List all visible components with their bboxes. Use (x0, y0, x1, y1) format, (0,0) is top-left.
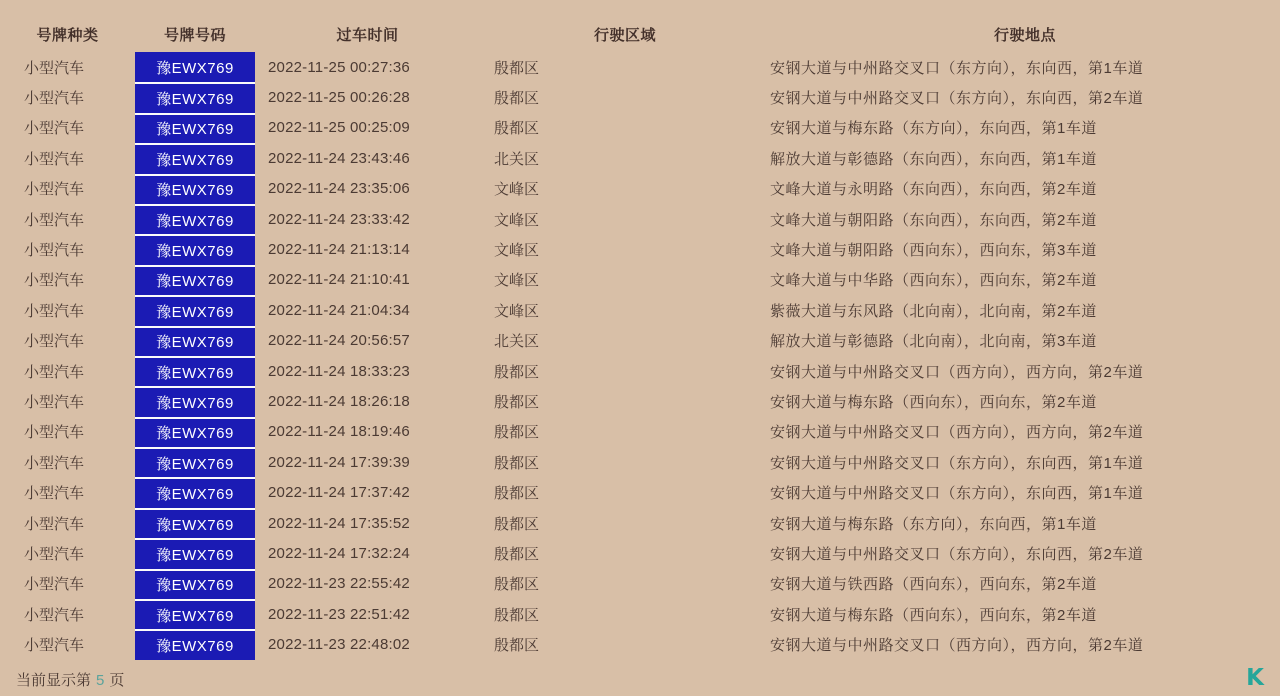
pass-time-cell: 2022-11-23 22:55:42 (268, 575, 410, 593)
driving-location-cell: 安钢大道与中州路交叉口（东方向），东向西，第1车道 (770, 485, 1144, 503)
pass-time-cell: 2022-11-25 00:25:09 (268, 119, 410, 137)
plate-type-cell: 小型汽车 (24, 211, 85, 229)
driving-location-cell: 安钢大道与梅东路（西向东），西向东，第2车道 (770, 606, 1097, 624)
plate-type-cell: 小型汽车 (24, 637, 85, 655)
table-row (0, 326, 1280, 356)
plate-type-cell: 小型汽车 (24, 120, 85, 138)
pass-time-cell: 2022-11-24 17:39:39 (268, 453, 410, 471)
pass-time-cell: 2022-11-25 00:27:36 (268, 58, 410, 76)
plate-number-badge[interactable]: 豫EWX769 (135, 82, 255, 112)
driving-location-cell: 安钢大道与铁西路（西向东），西向东，第2车道 (770, 576, 1097, 594)
driving-location-cell: 解放大道与彰德路（北向南），北向南，第3车道 (770, 333, 1097, 351)
table-row (0, 113, 1280, 143)
plate-number-badge[interactable]: 豫EWX769 (135, 508, 255, 538)
table-row (0, 204, 1280, 234)
driving-area-cell: 文峰区 (494, 302, 540, 320)
driving-area-cell: 北关区 (494, 333, 540, 351)
driving-area-cell: 殷都区 (494, 363, 540, 381)
driving-location-cell: 安钢大道与中州路交叉口（西方向），西方向，第2车道 (770, 637, 1144, 655)
plate-number-badge[interactable]: 豫EWX769 (135, 143, 255, 173)
pass-time-cell: 2022-11-24 23:43:46 (268, 149, 410, 167)
pass-time-cell: 2022-11-24 17:37:42 (268, 484, 410, 502)
plate-type-cell: 小型汽车 (24, 515, 85, 533)
plate-number-badge[interactable]: 豫EWX769 (135, 477, 255, 507)
plate-type-cell: 小型汽车 (24, 150, 85, 168)
table-row (0, 599, 1280, 629)
driving-location-cell: 安钢大道与中州路交叉口（东方向），东向西，第2车道 (770, 90, 1144, 108)
table-row (0, 417, 1280, 447)
plate-type-cell: 小型汽车 (24, 576, 85, 594)
driving-location-cell: 解放大道与彰德路（东向西），东向西，第1车道 (770, 150, 1097, 168)
current-page-number: 5 (96, 671, 105, 689)
driving-area-cell: 文峰区 (494, 181, 540, 199)
plate-number-badge[interactable]: 豫EWX769 (135, 356, 255, 386)
plate-number-badge[interactable]: 豫EWX769 (135, 174, 255, 204)
driving-location-cell: 安钢大道与中州路交叉口（东方向），东向西，第2车道 (770, 545, 1144, 563)
driving-area-cell: 殷都区 (494, 606, 540, 624)
pagination-suffix-label: 页 (109, 671, 125, 689)
pass-time-cell: 2022-11-24 17:35:52 (268, 514, 410, 532)
driving-area-cell: 殷都区 (494, 576, 540, 594)
pass-time-cell: 2022-11-24 18:33:23 (268, 362, 410, 380)
table-row (0, 508, 1280, 538)
pass-time-cell: 2022-11-23 22:48:02 (268, 636, 410, 654)
plate-number-badge[interactable]: 豫EWX769 (135, 234, 255, 264)
plate-type-cell: 小型汽车 (24, 363, 85, 381)
col-header-driving-area: 行驶区域 (593, 26, 656, 44)
pass-time-cell: 2022-11-24 21:10:41 (268, 271, 410, 289)
plate-number-badge[interactable]: 豫EWX769 (135, 417, 255, 447)
table-row (0, 356, 1280, 386)
plate-type-cell: 小型汽车 (24, 242, 85, 260)
pass-time-cell: 2022-11-25 00:26:28 (268, 89, 410, 107)
table-body (0, 52, 1280, 660)
driving-area-cell: 殷都区 (494, 637, 540, 655)
pass-time-cell: 2022-11-24 21:04:34 (268, 301, 410, 319)
plate-number-badge[interactable]: 豫EWX769 (135, 538, 255, 568)
driving-area-cell: 殷都区 (494, 90, 540, 108)
table-row (0, 265, 1280, 295)
table-row (0, 143, 1280, 173)
driving-location-cell: 安钢大道与中州路交叉口（西方向），西方向，第2车道 (770, 424, 1144, 442)
pass-time-cell: 2022-11-24 21:13:14 (268, 241, 410, 259)
driving-area-cell: 殷都区 (494, 393, 540, 411)
driving-location-cell: 安钢大道与中州路交叉口（东方向），东向西，第1车道 (770, 454, 1144, 472)
driving-area-cell: 殷都区 (494, 424, 540, 442)
plate-number-badge[interactable]: 豫EWX769 (135, 204, 255, 234)
driving-location-cell: 安钢大道与中州路交叉口（东方向），东向西，第1车道 (770, 59, 1144, 77)
driving-location-cell: 文峰大道与朝阳路（西向东），西向东，第3车道 (770, 242, 1097, 260)
plate-type-cell: 小型汽车 (24, 333, 85, 351)
pagination-status (0, 669, 1280, 690)
driving-location-cell: 文峰大道与永明路（东向西），东向西，第2车道 (770, 181, 1097, 199)
watermark-k-logo: K (1246, 665, 1264, 691)
plate-number-badge[interactable]: 豫EWX769 (135, 629, 255, 659)
plate-number-badge[interactable]: 豫EWX769 (135, 52, 255, 82)
driving-location-cell: 安钢大道与梅东路（西向东），西向东，第2车道 (770, 393, 1097, 411)
driving-area-cell: 殷都区 (494, 485, 540, 503)
plate-number-badge[interactable]: 豫EWX769 (135, 386, 255, 416)
table-row (0, 569, 1280, 599)
table-row (0, 82, 1280, 112)
plate-type-cell: 小型汽车 (24, 59, 85, 77)
driving-area-cell: 北关区 (494, 150, 540, 168)
plate-number-badge[interactable]: 豫EWX769 (135, 326, 255, 356)
driving-area-cell: 殷都区 (494, 454, 540, 472)
plate-number-badge[interactable]: 豫EWX769 (135, 295, 255, 325)
plate-type-cell: 小型汽车 (24, 272, 85, 290)
plate-type-cell: 小型汽车 (24, 545, 85, 563)
table-row (0, 538, 1280, 568)
driving-location-cell: 安钢大道与梅东路（东方向），东向西，第1车道 (770, 120, 1097, 138)
table-row (0, 295, 1280, 325)
plate-type-cell: 小型汽车 (24, 181, 85, 199)
plate-type-cell: 小型汽车 (24, 302, 85, 320)
plate-type-cell: 小型汽车 (24, 393, 85, 411)
pagination-prefix-label: 当前显示第 (16, 671, 92, 689)
driving-location-cell: 文峰大道与朝阳路（东向西），东向西，第2车道 (770, 211, 1097, 229)
driving-location-cell: 文峰大道与中华路（西向东），西向东，第2车道 (770, 272, 1097, 290)
pass-time-cell: 2022-11-24 23:35:06 (268, 180, 410, 198)
plate-number-badge[interactable]: 豫EWX769 (135, 599, 255, 629)
pass-time-cell: 2022-11-24 17:32:24 (268, 544, 410, 562)
plate-type-cell: 小型汽车 (24, 90, 85, 108)
driving-area-cell: 殷都区 (494, 545, 540, 563)
table-row (0, 477, 1280, 507)
driving-location-cell: 紫薇大道与东风路（北向南），北向南，第2车道 (770, 302, 1097, 320)
driving-area-cell: 殷都区 (494, 120, 540, 138)
col-header-plate-number: 号牌号码 (163, 26, 226, 44)
driving-area-cell: 殷都区 (494, 515, 540, 533)
plate-number-badge[interactable]: 豫EWX769 (135, 569, 255, 599)
driving-area-cell: 文峰区 (494, 242, 540, 260)
table-header-row (0, 16, 1280, 52)
plate-type-cell: 小型汽车 (24, 485, 85, 503)
table-row (0, 174, 1280, 204)
plate-number-badge[interactable]: 豫EWX769 (135, 265, 255, 295)
table-row (0, 52, 1280, 82)
plate-number-badge[interactable]: 豫EWX769 (135, 447, 255, 477)
table-row (0, 386, 1280, 416)
pass-time-cell: 2022-11-24 18:26:18 (268, 392, 410, 410)
driving-location-cell: 安钢大道与中州路交叉口（西方向），西方向，第2车道 (770, 363, 1144, 381)
pass-time-cell: 2022-11-24 20:56:57 (268, 332, 410, 350)
table-row (0, 629, 1280, 659)
table-row (0, 234, 1280, 264)
plate-number-badge[interactable]: 豫EWX769 (135, 113, 255, 143)
plate-type-cell: 小型汽车 (24, 424, 85, 442)
driving-area-cell: 殷都区 (494, 59, 540, 77)
col-header-pass-time: 过车时间 (336, 26, 399, 44)
col-header-plate-type: 号牌种类 (36, 26, 99, 44)
pass-time-cell: 2022-11-24 18:19:46 (268, 423, 410, 441)
driving-location-cell: 安钢大道与梅东路（东方向），东向西，第1车道 (770, 515, 1097, 533)
plate-type-cell: 小型汽车 (24, 454, 85, 472)
driving-area-cell: 文峰区 (494, 272, 540, 290)
table-row (0, 447, 1280, 477)
col-header-driving-location: 行驶地点 (993, 26, 1056, 44)
pass-time-cell: 2022-11-24 23:33:42 (268, 210, 410, 228)
driving-area-cell: 文峰区 (494, 211, 540, 229)
plate-type-cell: 小型汽车 (24, 606, 85, 624)
pass-time-cell: 2022-11-23 22:51:42 (268, 605, 410, 623)
